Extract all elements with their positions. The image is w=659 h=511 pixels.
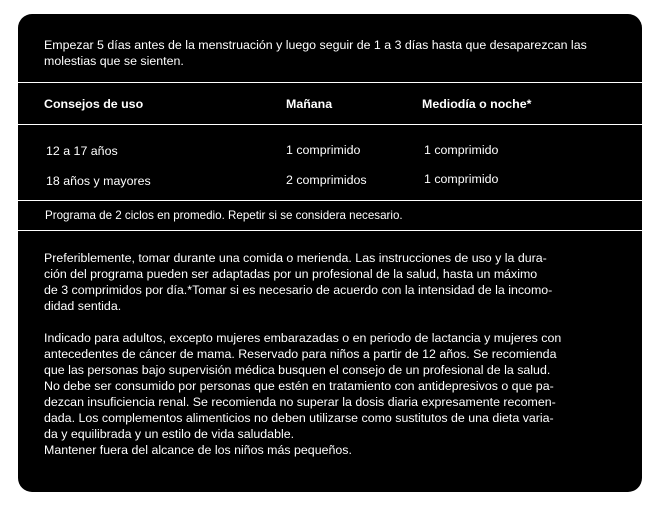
divider [18,124,642,125]
warnings-paragraph: Indicado para adultos, excepto mujeres embarazadas o en periodo de lactancia y mujeres con antecedentes de cáncer de mama. Reservado para niños a partir de 12 años. Se recomienda que las personas bajo supervisión médica busquen el consejo de un profesional de la salud. No debe ser consumido por personas que estén en tratamiento con antidepresivos o que pa- dezcan insuficiencia renal. Se recomienda no superar la dosis diaria expresamente recomen- dada. Los complementos alimenticios no deben utilizarse como sustitutos de una dieta varia- da y equilibrada y un estilo de vida saludable. Mantener fuera del alcance de los niños más pequeños. [44,331,562,457]
row-12-17-evening-dose: 1 comprimido [424,143,499,157]
divider [18,82,642,83]
row-age-12-17: 12 a 17 años [46,144,118,158]
program-note: Programa de 2 ciclos en promedio. Repetir si se considera necesario. [45,209,403,222]
divider [18,200,642,201]
dosage-paragraph: Preferiblemente, tomar durante una comida o merienda. Las instrucciones de uso y la dura- ción del programa pueden ser adaptadas por un profesional de la salud, hasta un máximo de 3 comprimidos por día.*Tomar si es necesario de acuerdo con la intensidad de la incomo- didad sentida. [44,251,553,313]
usage-instructions-panel [18,14,642,492]
row-12-17-morning-dose: 1 comprimido [286,143,361,157]
header-morning: Mañana [286,97,333,111]
intro-text: Empezar 5 días antes de la menstruación y luego seguir de 1 a 3 días hasta que desaparezcan las molestias que se sienten. [44,38,587,68]
row-18-plus-morning-dose: 2 comprimidos [286,173,367,187]
divider [18,230,642,231]
row-18-plus-evening-dose: 1 comprimido [424,172,499,186]
header-midday-evening: Mediodía o noche* [422,97,532,111]
header-usage-advice: Consejos de uso [44,97,144,111]
row-age-18-plus: 18 años y mayores [46,174,151,188]
